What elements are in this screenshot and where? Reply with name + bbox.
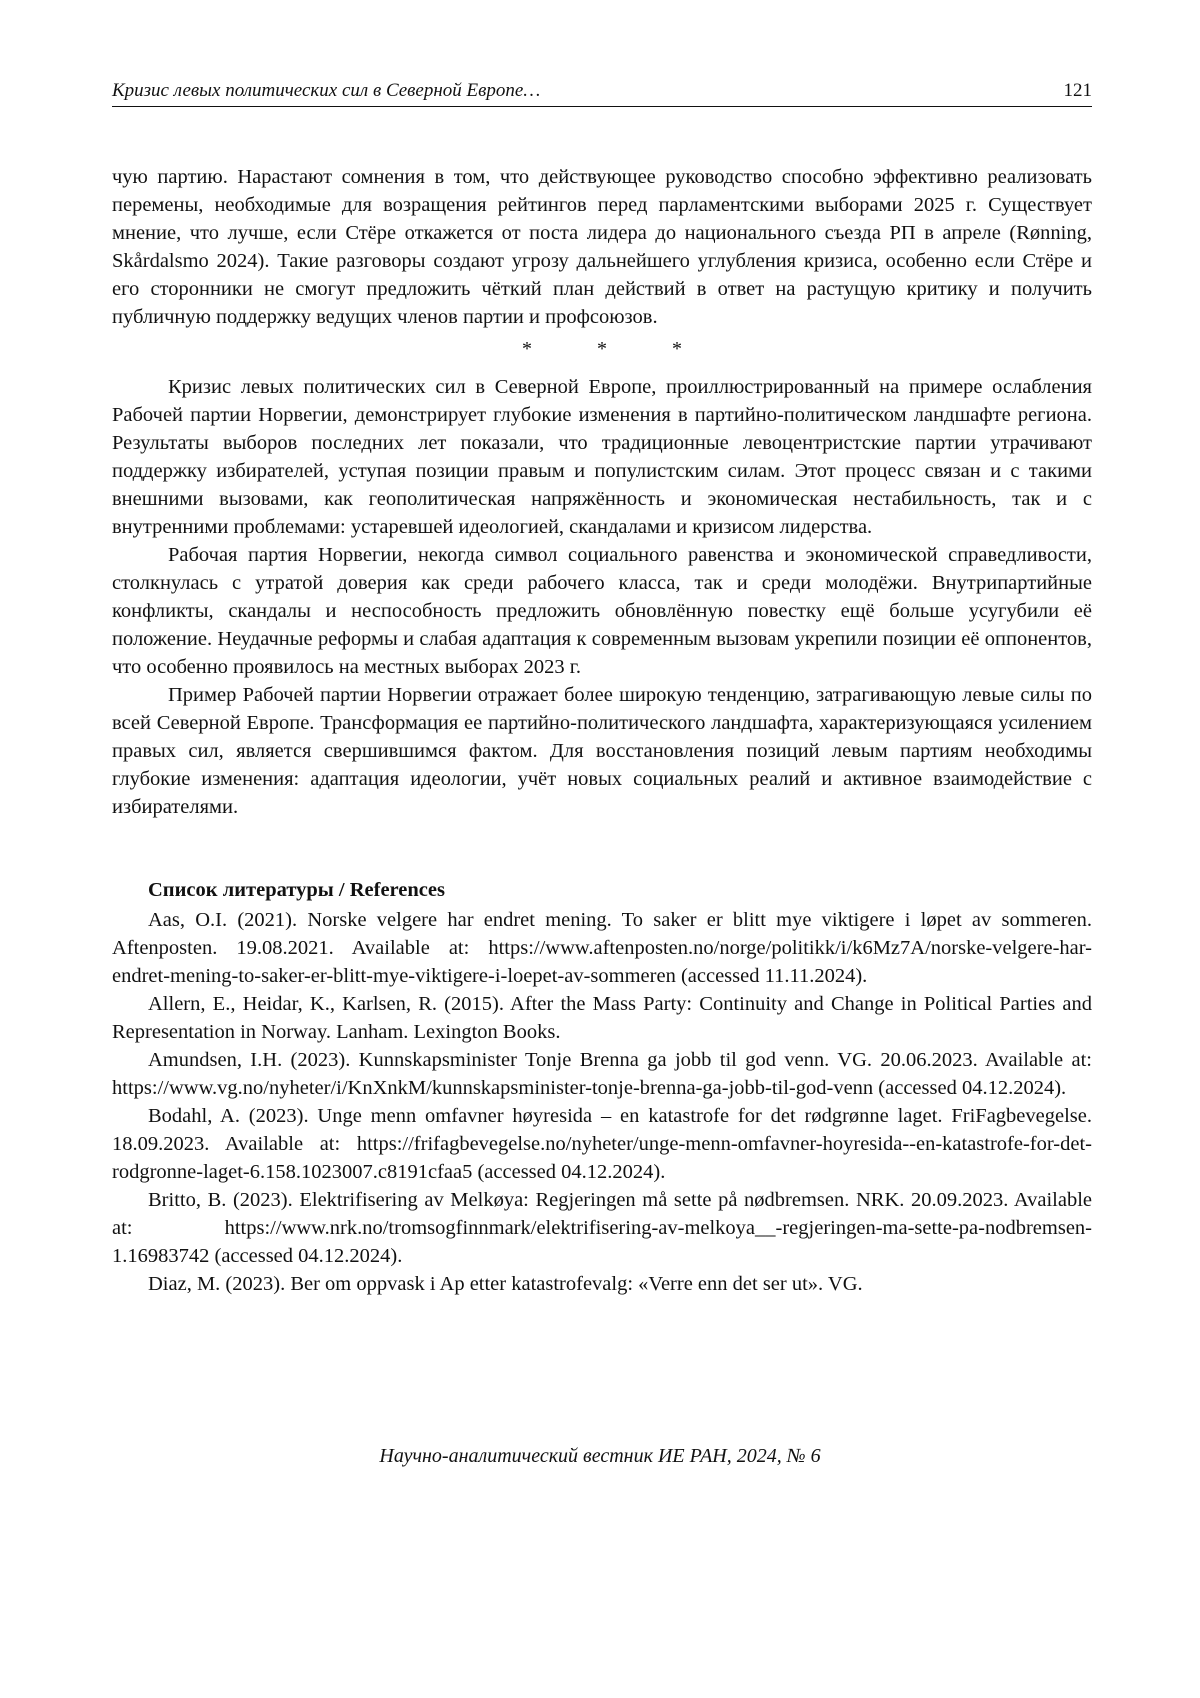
reference-item: Diaz, M. (2023). Ber om oppvask i Ap etter katastrofevalg: «Verre enn det ser ut». VG. <box>148 1272 863 1295</box>
running-footer: Научно-аналитический вестник ИЕ РАН, 2024, № 6 <box>379 1445 821 1467</box>
references-heading: Список литературы / References <box>148 878 445 901</box>
page-number: 121 <box>1063 80 1092 101</box>
reference-item: Britto, B. (2023). Elektrifisering av Melkøya: Regjeringen må sette på nødbremsen. NRK. 20.09.2023. Available at: https://www.nrk.no/tromsogfinnmark/elektrifisering-av-melkoya__-regjeringen-ma-sette-pa-nodbremsen-1.16983742 (accessed 04.12.2024). <box>112 1188 1092 1267</box>
reference-item: Allern, E., Heidar, K., Karlsen, R. (2015). After the Mass Party: Continuity and Change in Political Parties and Representation in Norway. Lanham. Lexington Books. <box>112 992 1092 1043</box>
reference-item: Aas, O.I. (2021). Norske velgere har endret mening. To saker er blitt mye viktigere i løpet av sommeren. Aftenposten. 19.08.2021. Available at: https://www.aftenposten.no/norge/politikk/i/k6Mz7A/norske-velgere-har-endret-mening-to-saker-er-blitt-mye-viktigere-i-loepet-av-sommeren (accessed 11.11.2024). <box>112 908 1092 987</box>
body-paragraph: Кризис левых политических сил в Северной Европе, проиллюстрированный на примере ослабления Рабочей партии Норвегии, демонстрирует глубокие изменения в партийно-политическом ландшафте региона. Результаты выборов последних лет показали, что традиционные левоцентристские партии утрачивают поддержку избирателей, уступая позиции правым и популистским силам. Этот процесс связан и с такими внешними вызовами, как геополитическая напряжённость и экономическая нестабильность, так и с внутренними проблемами: устаревшей идеологией, скандалами и кризисом лидерства. <box>112 375 1092 538</box>
running-title: Кризис левых политических сил в Северной Европе… <box>112 80 541 101</box>
section-divider <box>112 335 1092 363</box>
article-body <box>112 163 1092 821</box>
body-paragraph: Рабочая партия Норвегии, некогда символ социального равенства и экономической справедливости, столкнулась с утратой доверия как среди рабочего класса, так и среди молодёжи. Внутрипартийные конфликты, скандалы и неспособность предложить обновлённую повестку ещё больше усугубили её положение. Неудачные реформы и слабая адаптация к современным вызовам укрепили позиции её оппонентов, что особенно проявилось на местных выборах 2023 г. <box>112 543 1092 678</box>
asterisk: * <box>597 337 607 360</box>
body-paragraph: Пример Рабочей партии Норвегии отражает более широкую тенденцию, затрагивающую левые силы по всей Северной Европе. Трансформация ее партийно-политического ландшафта, характеризующаяся усилением правых сил, является свершившимся фактом. Для восстановления позиций левым партиям необходимы глубокие изменения: адаптация идеологии, учёт новых социальных реалий и активное взаимодействие с избирателями. <box>112 683 1092 818</box>
running-header <box>112 80 1092 107</box>
asterisk: * <box>522 337 532 360</box>
references-section <box>112 876 1092 1298</box>
page <box>112 80 1092 1298</box>
body-paragraph: чую партию. Нарастают сомнения в том, что действующее руководство способно эффективно реализовать перемены, необходимые для возращения рейтингов перед парламентскими выборами 2025 г. Существует мнение, что лучше, если Стёре откажется от поста лидера до национального съезда РП в апреле (Rønning, Skårdalsmo 2024). Такие разговоры создают угрозу дальнейшего углубления кризиса, особенно если Стёре и его сторонники не смогут предложить чёткий план действий в ответ на растущую критику и получить публичную поддержку ведущих членов партии и профсоюзов. <box>112 165 1092 328</box>
asterisk: * <box>672 337 682 360</box>
reference-item: Bodahl, A. (2023). Unge menn omfavner høyresida – en katastrofe for det rødgrønne laget. FriFagbevegelse. 18.09.2023. Available at: https://frifagbevegelse.no/nyheter/unge-menn-omfavner-hoyresida--en-katastrofe-for-det-rodgronne-laget-6.158.1023007.c8191cfaa5 (accessed 04.12.2024). <box>112 1104 1092 1183</box>
reference-item: Amundsen, I.H. (2023). Kunnskapsminister Tonje Brenna ga jobb til god venn. VG. 20.06.2023. Available at: https://www.vg.no/nyheter/i/KnXnkM/kunnskapsminister-tonje-brenna-ga-jobb-til-god-venn (accessed 04.12.2024). <box>112 1048 1092 1099</box>
